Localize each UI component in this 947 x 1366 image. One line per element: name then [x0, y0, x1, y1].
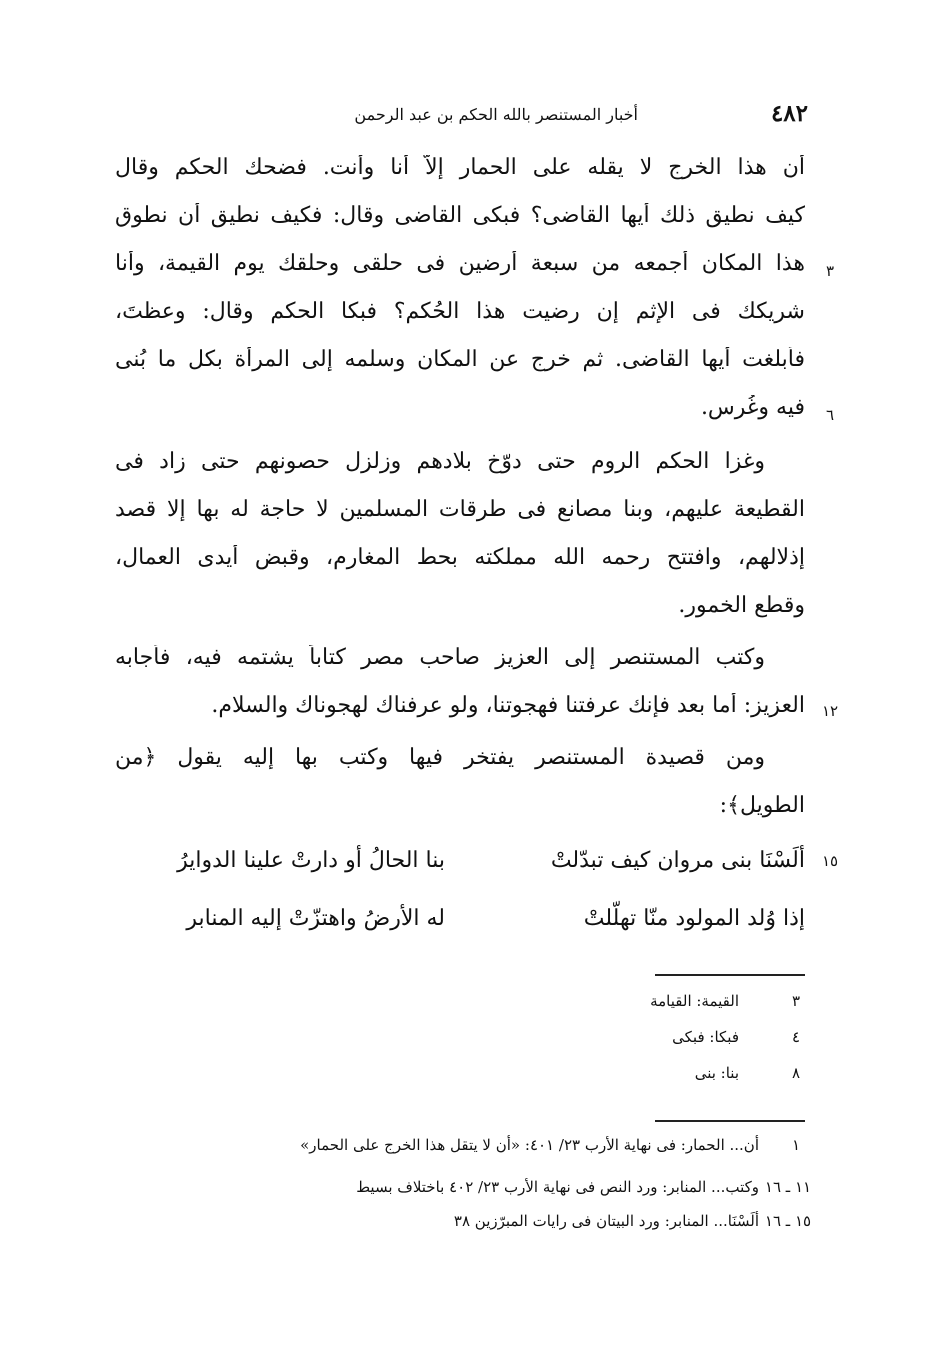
text-line: العزيز: أما بعد فإنك عرفتنا فهجوتنا، ولو عرفناك لهجوناك والسلام. — [211, 693, 805, 718]
note-number: ٣ — [791, 992, 801, 1010]
note-text: فبكا: فبكى — [672, 1028, 739, 1046]
verse-first-hemistich: إذا وُلد المولود منّا تهلّلتْ — [583, 906, 805, 931]
text-line: أن هذا الخرج لا يقله على الحمار إلاّ أنا وأنت. فضحك الحكم وقال — [115, 155, 805, 180]
text-line: فأبلغت أيها القاضى. ثم خرج عن المكان وسلمه إلى المرأة بكل ما بُنى — [115, 347, 805, 372]
text-line: وكتب المستنصر إلى العزيز صاحب مصر كتاباً يشتمه فيه، فأجابه — [115, 645, 765, 670]
note-text: ألَسْنَا... المنابر: ورد البيتان فى رايات المبرّزين ٣٨ — [453, 1212, 759, 1230]
note-number: ٨ — [791, 1064, 801, 1082]
note-number: ٤ — [791, 1028, 801, 1046]
note-text: وكتب... المنابر: ورد النص فى نهاية الأرب ٢٣/ ٤٠٢ باختلاف بسيط — [356, 1178, 759, 1196]
text-line: إذلالهم، وافتتح رحمه الله مملكته بحط المغارم، وقبض أيدى العمال، — [115, 545, 805, 570]
text-line: فيه وغُرس. — [700, 395, 805, 420]
note-number: ١١ ـ ١٦ — [764, 1178, 812, 1196]
verse-first-hemistich: ألَسْنَا بنى مروان كيف تبدّلتْ — [550, 848, 805, 873]
page-header — [120, 100, 808, 136]
text-line: ومن قصيدة المستنصر يفتخر فيها وكتب بها إليه يقول ﴿من — [115, 745, 765, 770]
note-number: ١ — [791, 1136, 801, 1154]
line-number: ١٥ — [821, 852, 839, 870]
running-title: أخبار المستنصر بالله الحكم بن عبد الرحمن — [354, 105, 638, 124]
text-line: الطويل﴾: — [719, 793, 805, 818]
line-number: ٦ — [825, 406, 835, 424]
footnote-divider — [655, 1120, 805, 1122]
footnote-divider — [655, 974, 805, 976]
line-number: ١٢ — [821, 702, 839, 720]
verse-second-hemistich: بنا الحالُ أو دارتْ علينا الدوايرُ — [177, 848, 445, 873]
text-line: كيف نطيق ذلك أيها القاضى؟ فبكى القاضى وقال: فكيف نطيق أن نطوق — [115, 203, 805, 228]
note-number: ١٥ ـ ١٦ — [764, 1212, 812, 1230]
text-line: هذا المكان أجمعه من سبعة أرضين فى حلقى وحلقك يوم القيمة، وأنا — [115, 251, 805, 276]
verse-second-hemistich: له الأرضُ واهتزّتْ إليه المنابر — [186, 906, 445, 931]
line-number: ٣ — [825, 262, 835, 280]
note-text: بنا: بنى — [694, 1064, 739, 1082]
text-line: شريكك فى الإثم إن رضيت هذا الحُكم؟ فبكا الحكم وقال: وعظتَ، — [115, 299, 805, 324]
note-text: القيمة: القيامة — [650, 992, 739, 1010]
note-text: أن... الحمار: فى نهاية الأرب ٢٣/ ٤٠١: «أن لا يتقل هذا الخرج على الحمار» — [300, 1136, 759, 1154]
text-line: وقطع الخمور. — [678, 593, 805, 618]
page-number: ٤٨٢ — [770, 100, 808, 127]
text-line: وغزا الحكم الروم حتى دوّخ بلادهم وزلزل حصونهم حتى زاد فى — [115, 449, 765, 474]
text-line: القطيعة عليهم، وبنا مصانع فى طرقات المسلمين لا حاجة له بها إلا قصد — [115, 497, 805, 522]
